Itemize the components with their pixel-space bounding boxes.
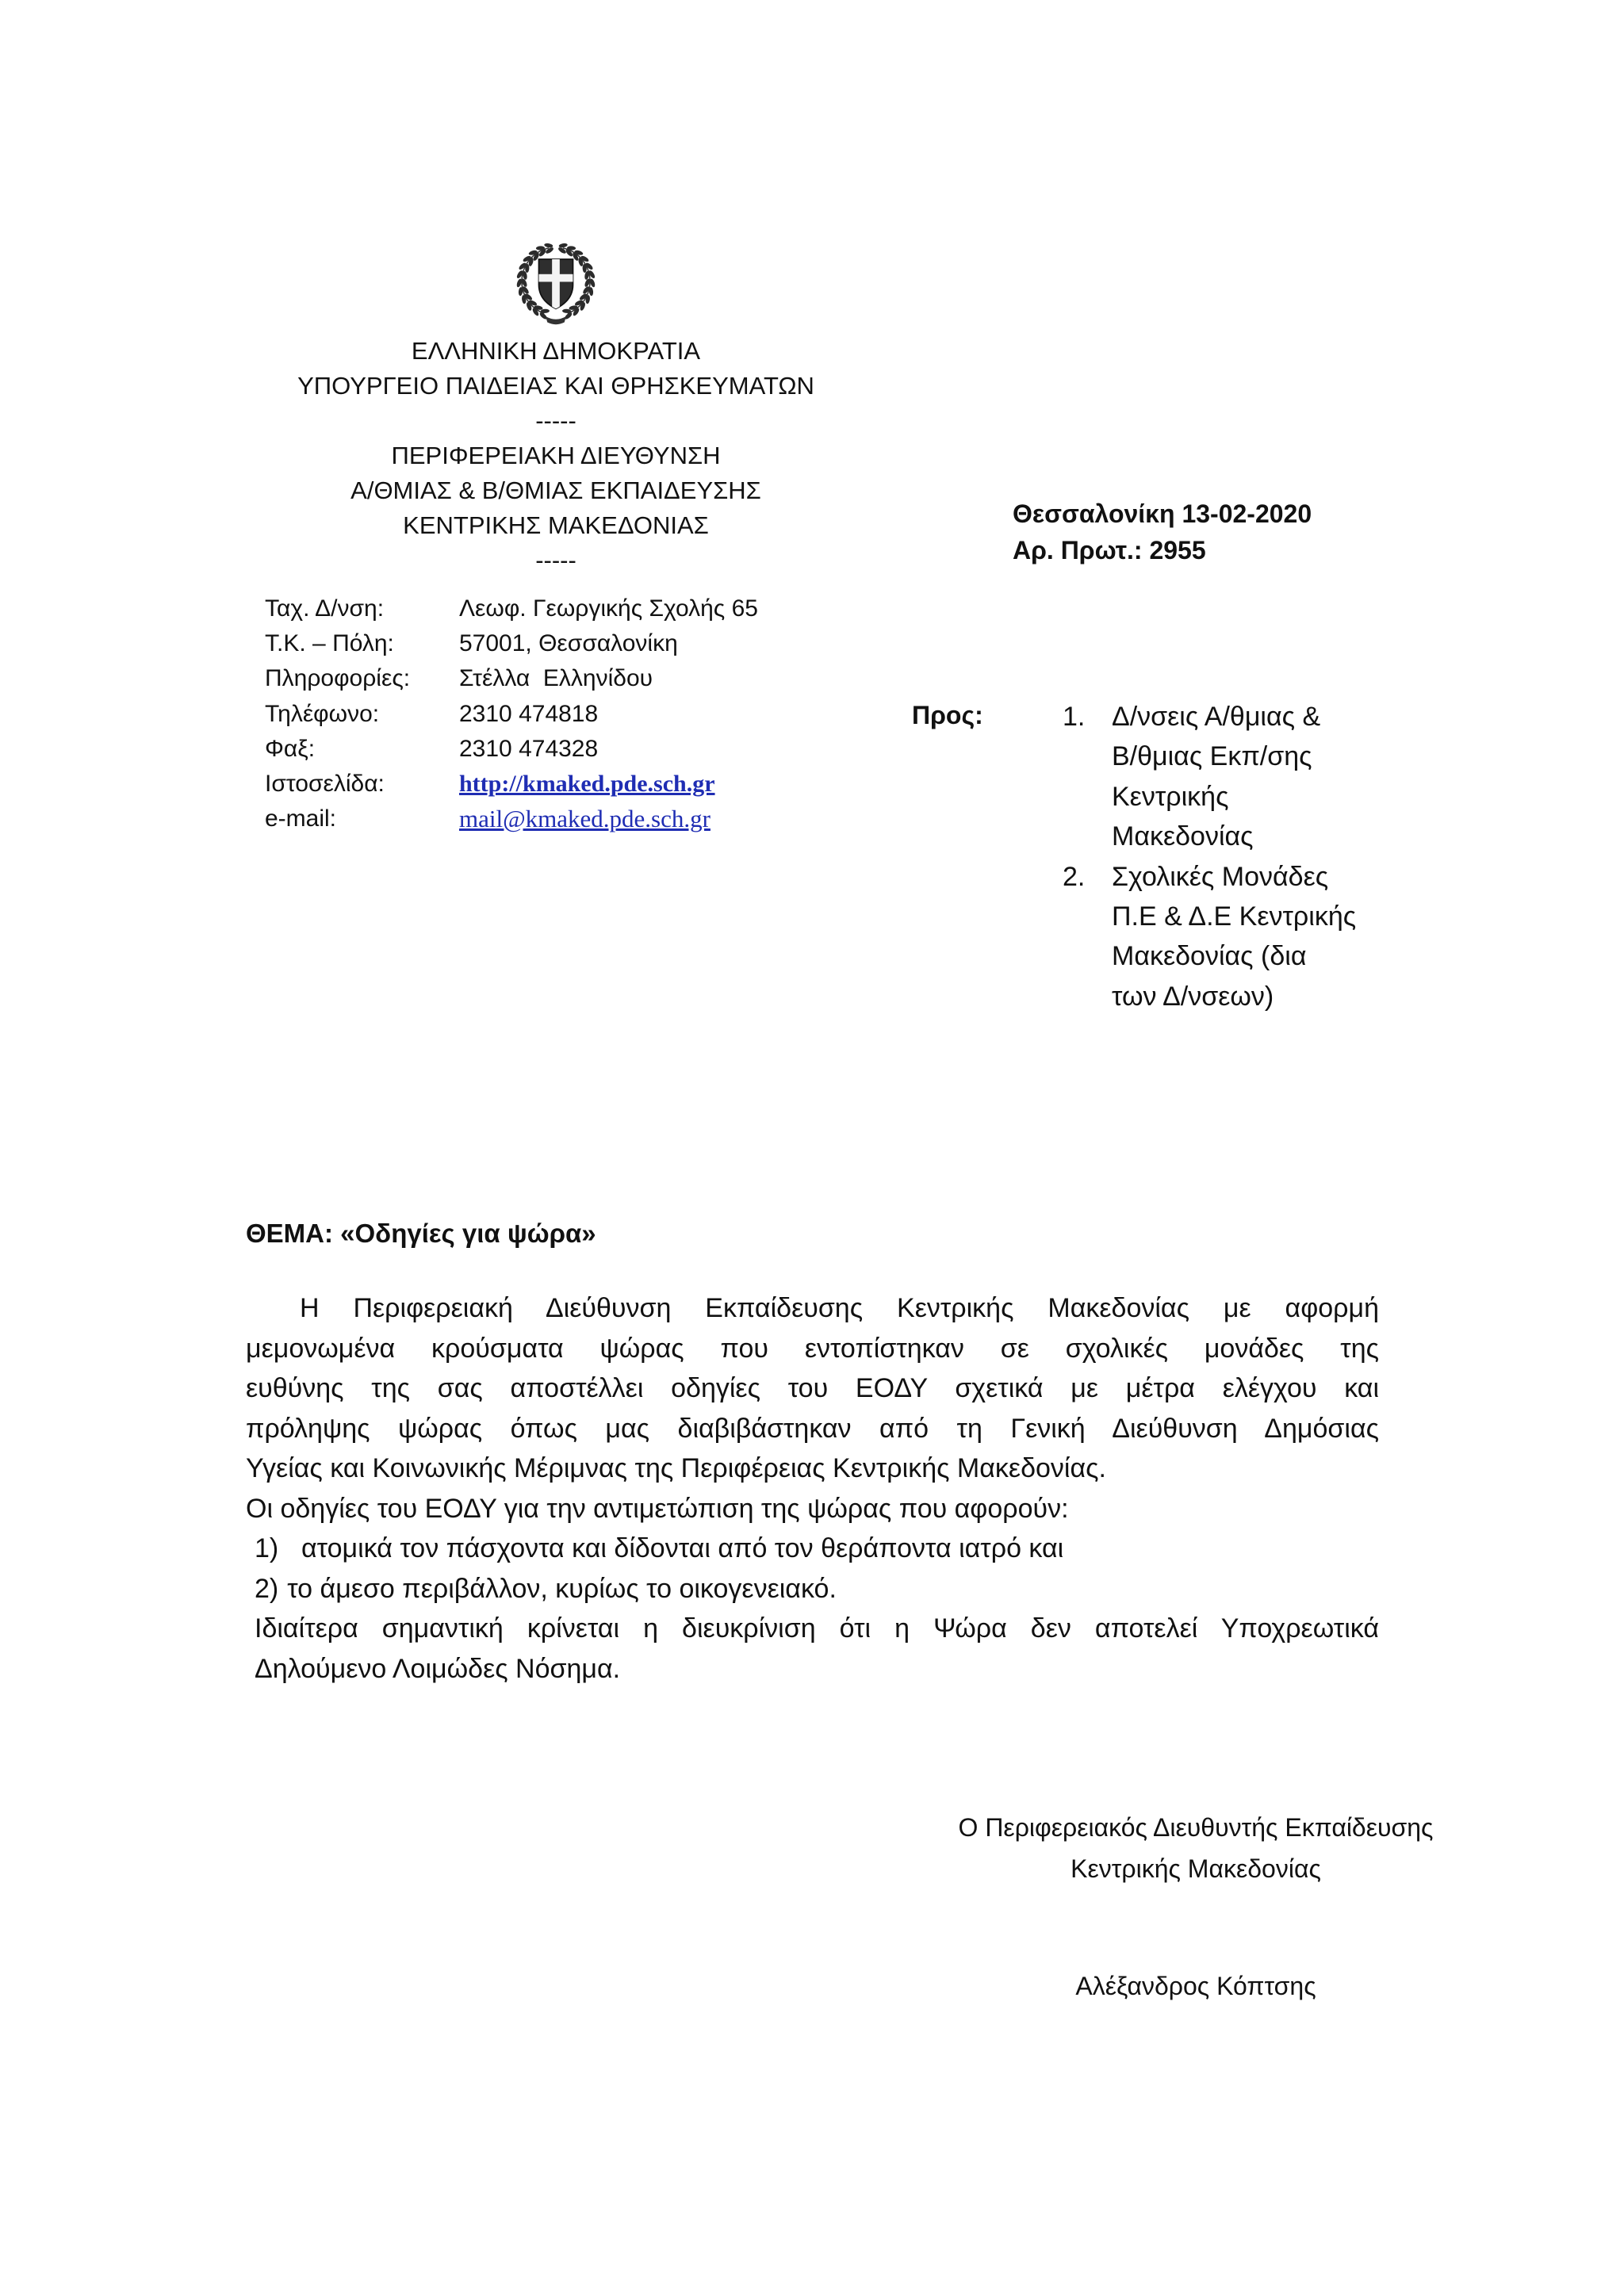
signatory-title-line: Κεντρικής Μακεδονίας	[1071, 1854, 1321, 1883]
recipients-list	[1063, 697, 1435, 1016]
header-separator: -----	[535, 546, 576, 574]
recipient-line: Μακεδονίας (δια	[1112, 941, 1307, 972]
website-link[interactable]: http://kmaked.pde.sch.gr	[459, 770, 715, 797]
greek-coat-of-arms-icon	[513, 237, 599, 327]
recipient-item	[1063, 857, 1435, 1017]
instruction-point	[246, 1529, 1379, 1569]
instruction-point	[246, 1569, 1379, 1609]
directorate-line: Α/ΘΜΙΑΣ & Β/ΘΜΙΑΣ ΕΚΠΑΙΔΕΥΣΗΣ	[350, 476, 761, 504]
contact-row	[265, 626, 868, 661]
recipient-line: Κεντρικής	[1112, 781, 1229, 812]
directorate-line: ΚΕΝΤΡΙΚΗΣ ΜΑΚΕΔΟΝΙΑΣ	[403, 511, 709, 539]
instructions-intro: Οι οδηγίες του ΕΟΔΥ για την αντιμετώπιση της ψώρας που αφορούν:	[246, 1493, 1069, 1524]
place-date: Θεσσαλονίκη 13-02-2020	[1013, 499, 1312, 528]
recipient-item	[1063, 697, 1435, 857]
contact-label: Ιστοσελίδα:	[265, 770, 385, 797]
paragraph-line: ευθύνης της σας αποστέλλει οδηγίες του ΕΟΔΥ σχετικά με μέτρα ελέγχου και	[246, 1373, 1379, 1403]
recipient-line: Σχολικές Μονάδες	[1112, 861, 1329, 892]
wreath-leaf	[544, 243, 553, 248]
contact-value: Λεωφ. Γεωργικής Σχολής 65	[459, 595, 758, 622]
recipient-line: των Δ/νσεων)	[1112, 981, 1274, 1012]
country-name: ΕΛΛΗΝΙΚΗ ΔΗΜΟΚΡΑΤΙΑ	[411, 337, 701, 365]
recipient-number: 1.	[1063, 702, 1086, 732]
recipient-line: Δ/νσεις Α/θμιας &	[1112, 702, 1321, 732]
contact-value: Στέλλα Ελληνίδου	[459, 665, 653, 692]
ministry-name: ΥΠΟΥΡΓΕΙΟ ΠΑΙΔΕΙΑΣ ΚΑΙ ΘΡΗΣΚΕΥΜΑΤΩΝ	[297, 372, 814, 400]
emblem-ribbon	[546, 316, 566, 324]
contact-row	[265, 591, 868, 626]
contact-row	[265, 697, 868, 732]
contact-row	[265, 661, 868, 696]
header-separator: -----	[535, 407, 576, 434]
recipient-line: Μακεδονίας	[1112, 821, 1254, 852]
contact-label: Ταχ. Δ/νση:	[265, 595, 385, 622]
contact-label: Τηλέφωνο:	[265, 700, 380, 727]
note-line: Δηλούμενο Λοιμώδες Νόσημα.	[255, 1653, 621, 1684]
point-number: 2)	[255, 1573, 279, 1604]
recipient-line: Π.Ε & Δ.Ε Κεντρικής	[1112, 901, 1357, 932]
contact-label: Τ.Κ. – Πόλη:	[265, 630, 394, 657]
letter-body	[246, 1288, 1379, 1689]
point-text: ατομικά τον πάσχοντα και δίδονται από τον θεράποντα ιατρό και	[301, 1533, 1064, 1563]
email-link[interactable]: mail@kmaked.pde.sch.gr	[459, 805, 710, 833]
recipient-text	[1112, 857, 1356, 1017]
signatory-title-line: Ο Περιφερειακός Διευθυντής Εκπαίδευσης	[958, 1813, 1434, 1842]
protocol-number: Αρ. Πρωτ.: 2955	[1013, 536, 1206, 564]
paragraph-line: μεμονωμένα κρούσματα ψώρας που εντοπίστηκαν σε σχολικές μονάδες της	[246, 1333, 1379, 1364]
contact-value: 57001, Θεσσαλονίκη	[459, 630, 678, 657]
note-line: Ιδιαίτερα σημαντική κρίνεται η διευκρίνιση ότι η Ψώρα δεν αποτελεί Υποχρεωτικά	[255, 1613, 1379, 1644]
document-reference	[1013, 496, 1312, 568]
paragraph-line: πρόληψης ψώρας όπως μας διαβιβάστηκαν από τη Γενική Διεύθυνση Δημόσιας	[246, 1413, 1379, 1444]
signatory-name: Αλέξανδρος Κόπτσης	[1075, 1972, 1316, 2000]
paragraph-line: Η Περιφερειακή Διεύθυνση Εκπαίδευσης Κεντρικής Μακεδονίας με αφορμή	[300, 1293, 1379, 1323]
directorate-line: ΠΕΡΙΦΕΡΕΙΑΚΗ ΔΙΕΥΘΥΝΣΗ	[391, 442, 721, 469]
recipient-line: Β/θμιας Εκπ/σης	[1112, 741, 1312, 772]
contact-row	[265, 732, 868, 767]
contact-value: 2310 474818	[459, 700, 599, 727]
contact-details	[265, 591, 868, 836]
signatory-title	[879, 1807, 1513, 1889]
wreath-leaf	[558, 243, 568, 248]
contact-row	[265, 802, 868, 836]
contact-value: 2310 474328	[459, 735, 599, 762]
issuer-header	[199, 334, 913, 578]
contact-label: Φαξ:	[265, 735, 316, 762]
subject-line: ΘΕΜΑ: «Οδηγίες για ψώρα»	[246, 1219, 596, 1248]
paragraph-line: Υγείας και Κοινωνικής Μέριμνας της Περιφέρειας Κεντρικής Μακεδονίας.	[246, 1453, 1106, 1483]
point-number: 1)	[255, 1533, 279, 1563]
contact-row	[265, 767, 868, 802]
contact-label: e-mail:	[265, 806, 337, 832]
recipient-text	[1112, 697, 1320, 857]
contact-label: Πληροφορίες:	[265, 665, 411, 692]
point-text: το άμεσο περιβάλλον, κυρίως το οικογενειακό.	[287, 1573, 837, 1604]
recipient-number: 2.	[1063, 861, 1086, 892]
recipients-label: Προς:	[912, 701, 983, 729]
